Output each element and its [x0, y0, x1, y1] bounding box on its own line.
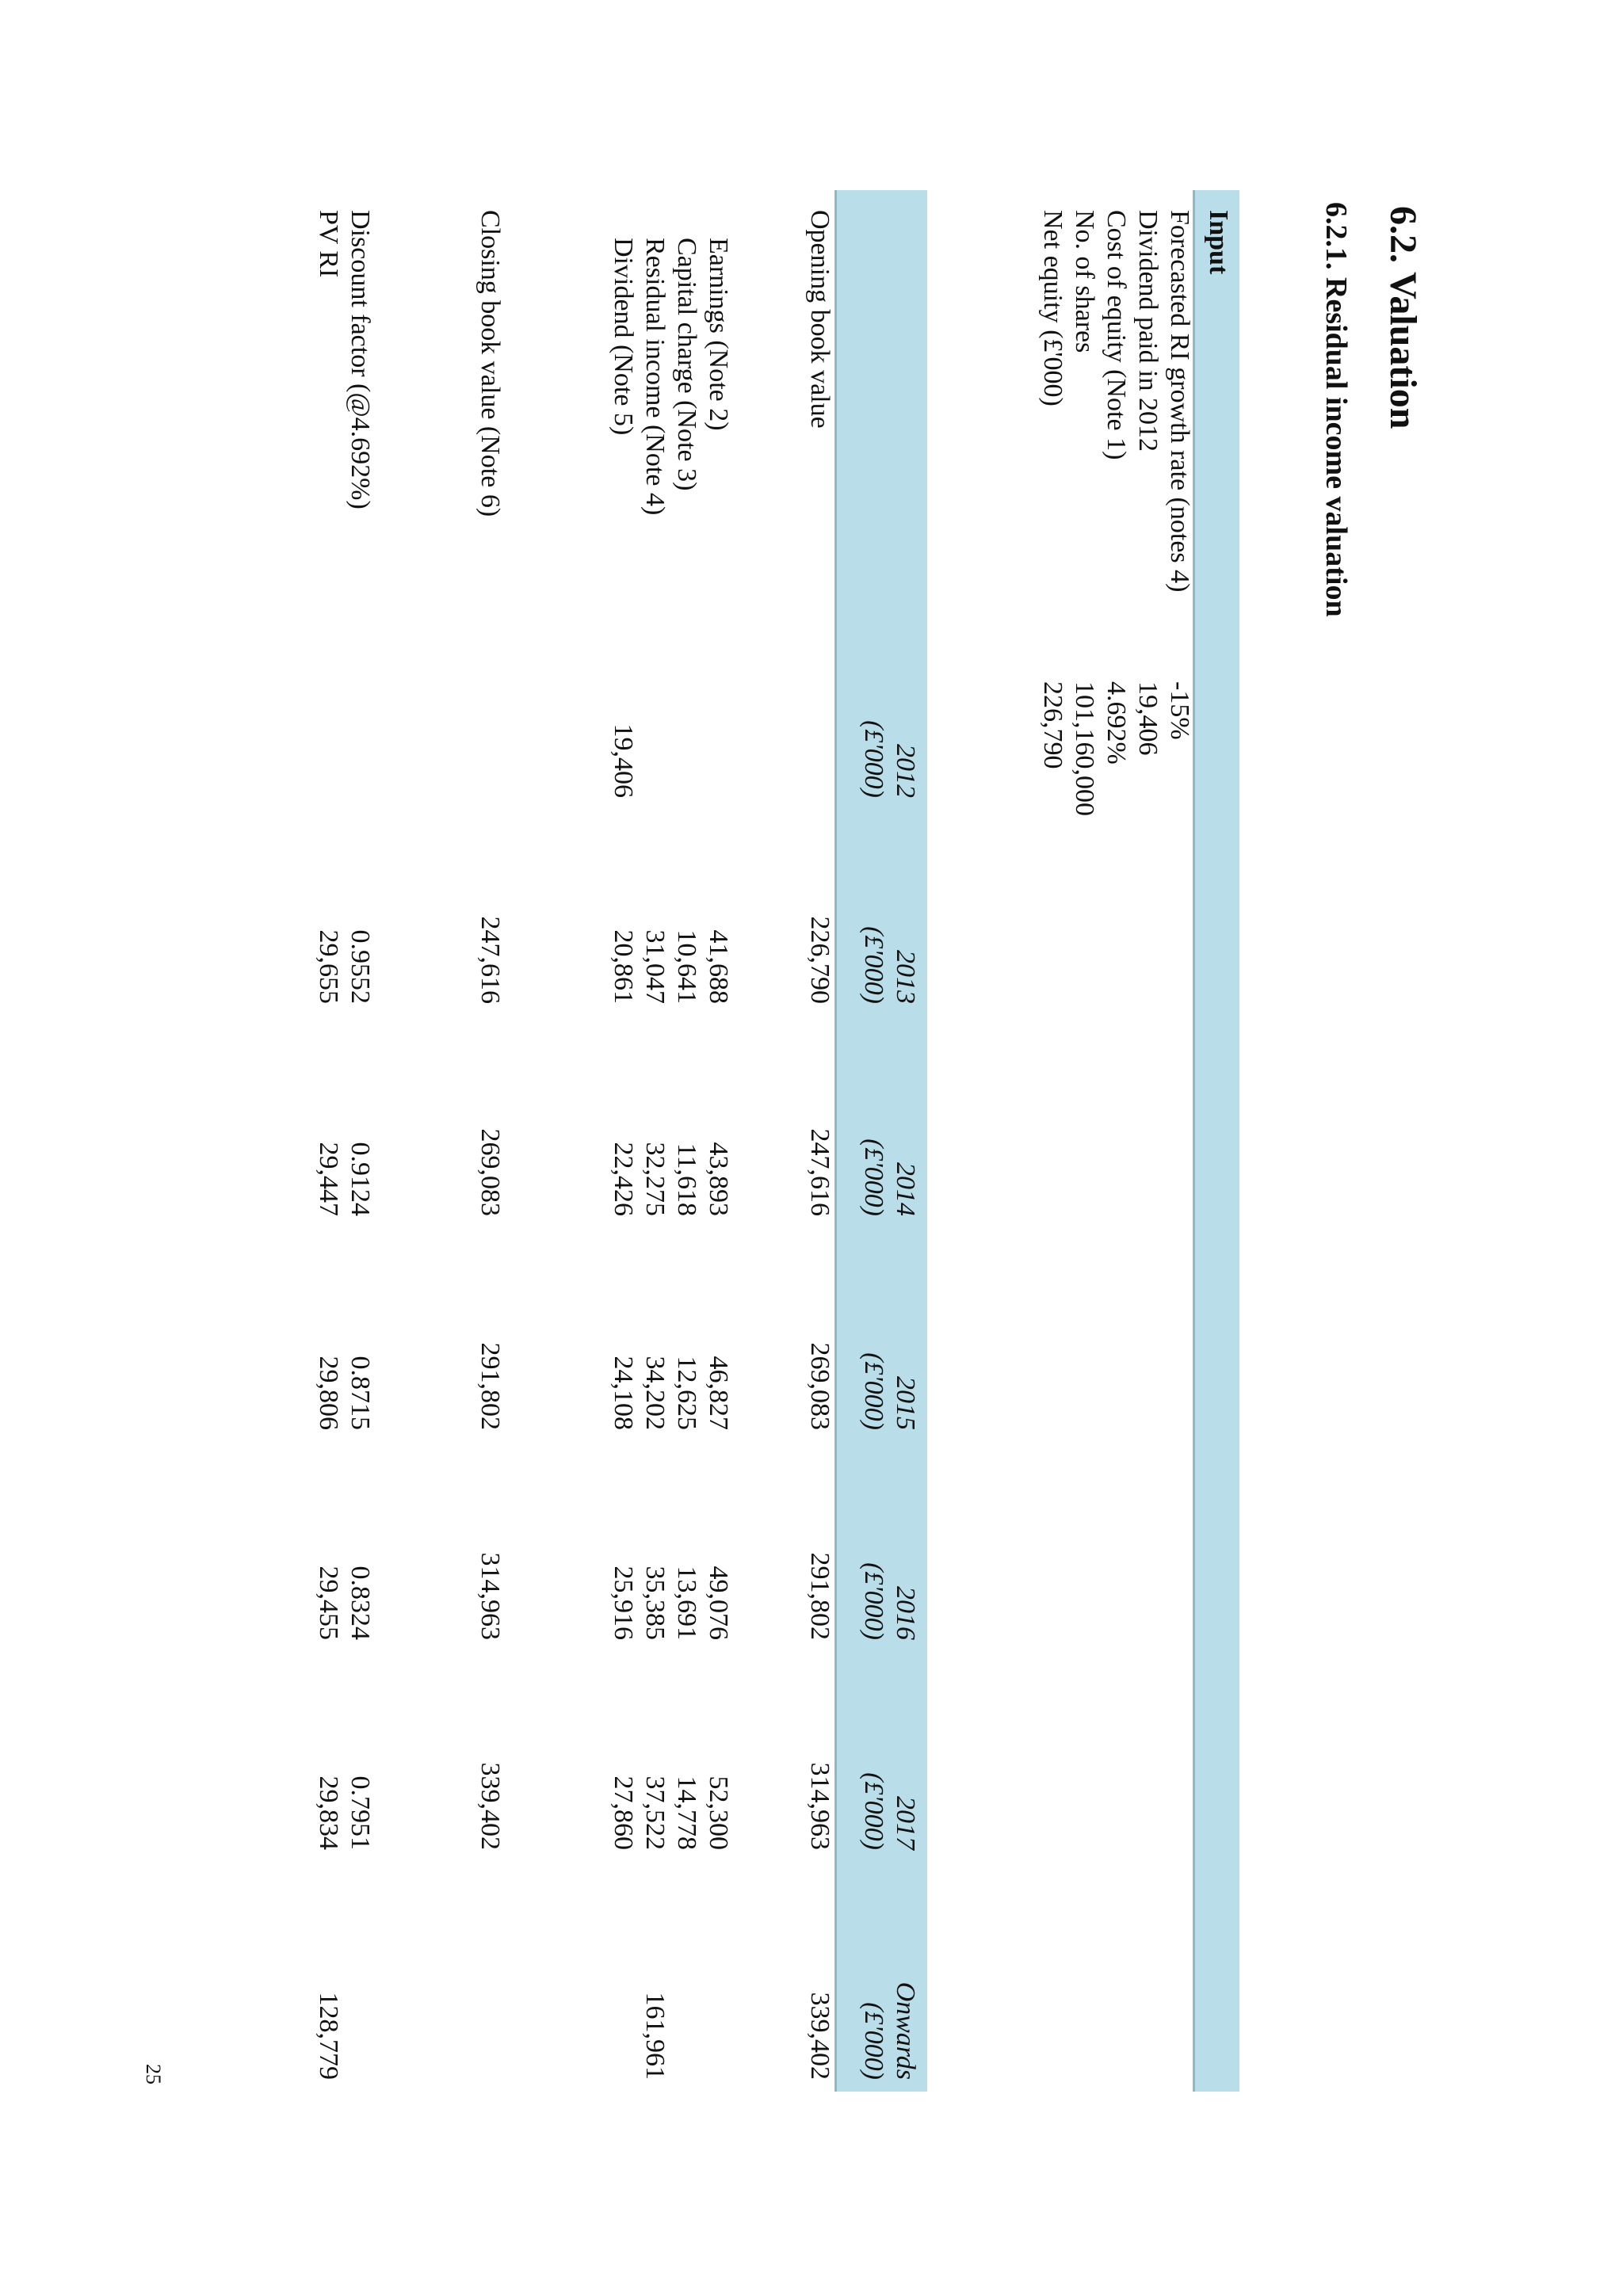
- unit-header: (£'000): [859, 1562, 888, 1640]
- year-header: 2012: [891, 744, 920, 798]
- cell: 27,860: [609, 1775, 638, 1850]
- cell: 20,861: [609, 929, 638, 1004]
- cell: 314,963: [805, 1762, 834, 1850]
- year-header: 2016: [891, 1586, 920, 1640]
- cell: 22,426: [609, 1142, 638, 1216]
- cell: 34,202: [640, 1356, 670, 1430]
- cell: 29,806: [314, 1356, 343, 1430]
- cell: 0.9552: [346, 929, 375, 1004]
- cell: 41,688: [704, 929, 733, 1004]
- section-title: 6.2. Valuation: [1382, 206, 1424, 429]
- cell: 0.9124: [346, 1142, 375, 1216]
- cell: 161,961: [640, 1992, 670, 2080]
- subsection-title: 6.2.1. Residual income valuation: [1319, 202, 1353, 617]
- row-label: Dividend (Note 5): [609, 238, 638, 436]
- cell: 24,108: [609, 1356, 638, 1430]
- input-label: Cost of equity (Note 1): [1102, 210, 1131, 460]
- cell: 19,406: [609, 723, 638, 798]
- unit-header: (£'000): [859, 926, 888, 1004]
- cell: 0.8715: [346, 1356, 375, 1430]
- unit-header: (£'000): [859, 2002, 888, 2080]
- cell: 10,641: [672, 929, 701, 1004]
- input-value: 19,406: [1133, 681, 1163, 756]
- input-value: 4.692%: [1102, 681, 1131, 765]
- cell: 339,402: [805, 1992, 834, 2080]
- row-label: PV RI: [314, 210, 343, 278]
- year-header: 2014: [891, 1162, 920, 1216]
- year-header: 2015: [891, 1376, 920, 1430]
- row-label: Discount factor (@4.692%): [346, 210, 375, 509]
- cell: 37,522: [640, 1775, 670, 1850]
- cell: 0.7951: [346, 1775, 375, 1850]
- year-header: 2013: [891, 950, 920, 1004]
- unit-header: (£'000): [859, 1138, 888, 1216]
- year-header: 2017: [891, 1796, 920, 1850]
- cell: 291,802: [475, 1342, 505, 1430]
- unit-header: (£'000): [859, 1352, 888, 1430]
- cell: 46,827: [704, 1356, 733, 1430]
- input-label: Forecasted RI growth rate (notes 4): [1165, 210, 1194, 593]
- input-label: No. of shares: [1070, 210, 1099, 353]
- cell: 13,691: [672, 1566, 701, 1640]
- cell: 31,047: [640, 929, 670, 1004]
- cell: 29,455: [314, 1566, 343, 1640]
- input-value: 226,790: [1038, 681, 1067, 769]
- row-label: Closing book value (Note 6): [475, 210, 505, 517]
- unit-header: (£'000): [859, 1772, 888, 1850]
- input-label: Net equity (£'000): [1038, 210, 1067, 406]
- cell: 11,618: [672, 1142, 701, 1216]
- cell: 314,963: [475, 1552, 505, 1640]
- cell: 0.8324: [346, 1566, 375, 1640]
- cell: 128,779: [314, 1992, 343, 2080]
- cell: 32,275: [640, 1142, 670, 1216]
- row-label: Residual income (Note 4): [640, 238, 670, 516]
- cell: 247,616: [475, 916, 505, 1004]
- page-number: 25: [142, 2064, 165, 2084]
- input-label: Dividend paid in 2012: [1133, 210, 1163, 452]
- cell: 247,616: [805, 1128, 834, 1216]
- cell: 52,300: [704, 1775, 733, 1850]
- cell: 269,083: [475, 1128, 505, 1216]
- row-label: Opening book value: [805, 210, 834, 429]
- year-header: Onwards: [891, 1981, 920, 2080]
- cell: 291,802: [805, 1552, 834, 1640]
- cell: 339,402: [475, 1762, 505, 1850]
- cell: 14,778: [672, 1775, 701, 1850]
- row-label: Earnings (Note 2): [704, 238, 733, 431]
- cell: 29,655: [314, 929, 343, 1004]
- cell: 25,916: [609, 1566, 638, 1640]
- cell: 269,083: [805, 1342, 834, 1430]
- row-label: Capital charge (Note 3): [672, 238, 701, 491]
- cell: 49,076: [704, 1566, 733, 1640]
- input-value: -15%: [1165, 681, 1194, 740]
- input-value: 101,160,000: [1070, 681, 1099, 816]
- cell: 12,625: [672, 1356, 701, 1430]
- input-header-band: [1193, 190, 1239, 2092]
- cell: 43,893: [704, 1142, 733, 1216]
- input-header: Input: [1204, 210, 1233, 275]
- cell: 29,447: [314, 1142, 343, 1216]
- cell: 35,385: [640, 1566, 670, 1640]
- cell: 29,834: [314, 1775, 343, 1850]
- cell: 226,790: [805, 916, 834, 1004]
- unit-header: (£'000): [859, 720, 888, 798]
